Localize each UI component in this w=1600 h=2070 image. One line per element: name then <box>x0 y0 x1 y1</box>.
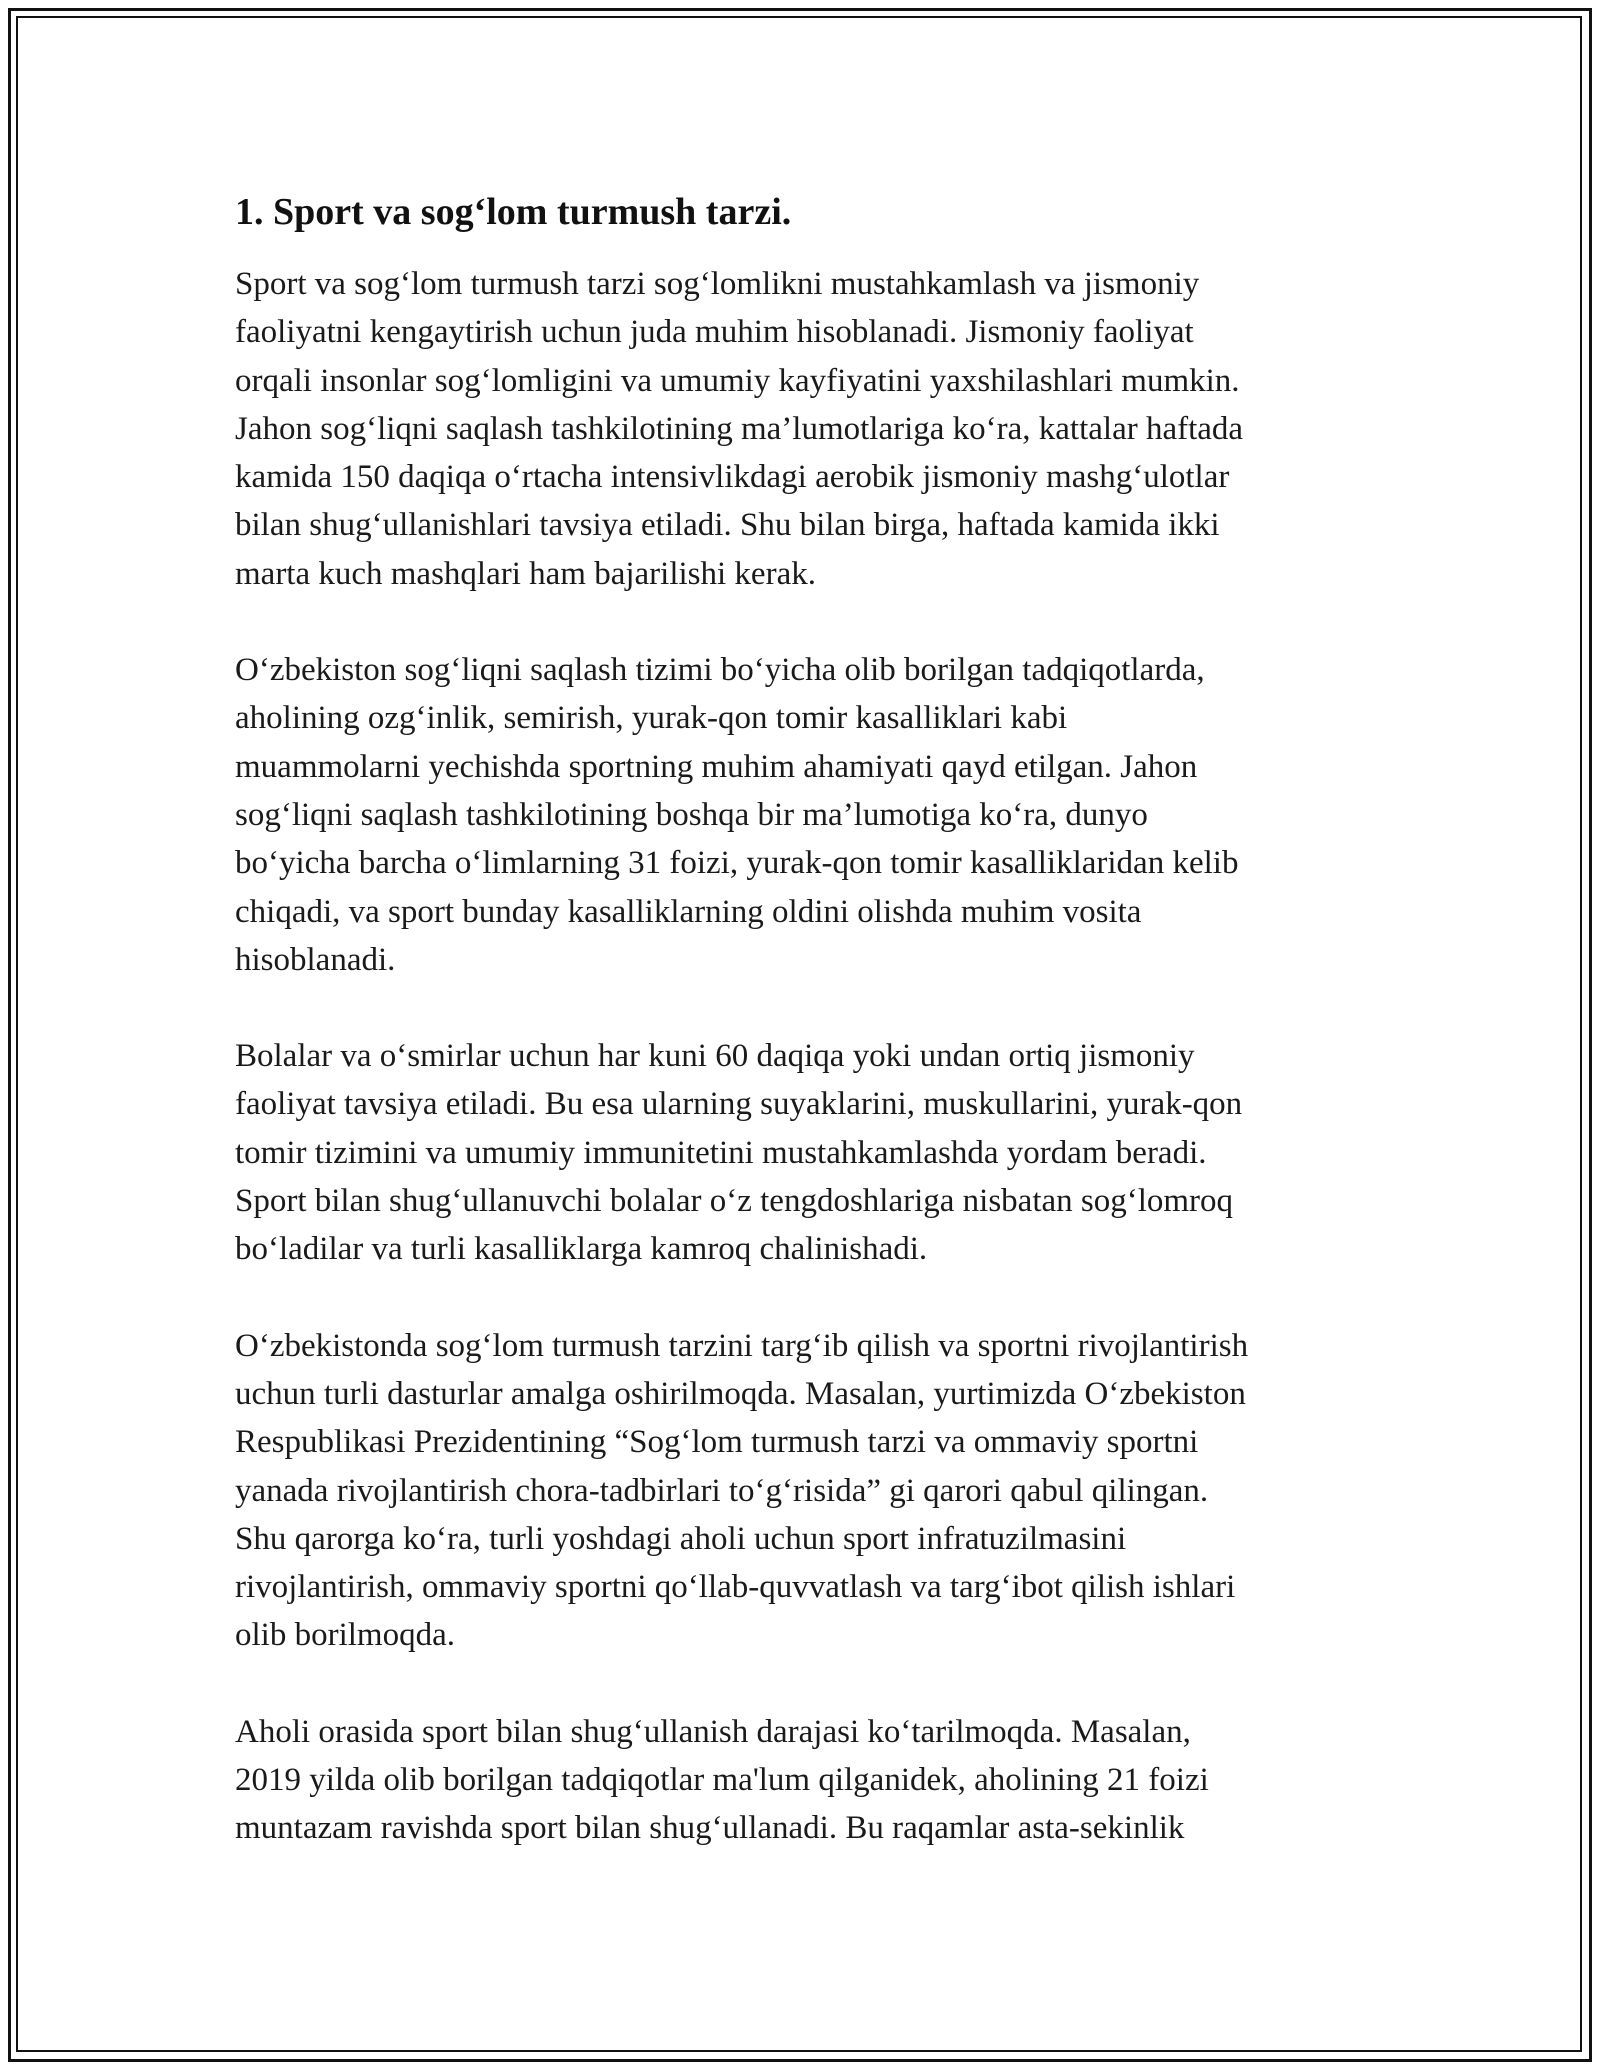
text-line: aholining ozg‘inlik, semirish, yurak-qon tomir kasalliklari kabi <box>235 700 1068 737</box>
text-line: orqali insonlar sog‘lomligini va umumiy kayfiyatini yaxshilashlari mumkin. <box>235 362 1240 399</box>
text-line: Sport va sog‘lom turmush tarzi sog‘lomlikni mustahkamlash va jismoniy <box>235 266 1200 302</box>
text-line: bilan shug‘ullanishlari tavsiya etiladi. Shu bilan birga, haftada kamida ikki <box>235 507 1220 544</box>
text-line: faoliyat tavsiya etiladi. Bu esa ularning suyaklarini, muskullarini, yurak-qon <box>235 1086 1243 1123</box>
text-line: bo‘yicha barcha o‘limlarning 31 foizi, yurak-qon tomir kasalliklaridan kelib <box>235 845 1239 882</box>
text-line: tomir tizimini va umumiy immunitetini mustahkamlashda yordam beradi. <box>235 1134 1207 1171</box>
document-page <box>235 188 1375 1901</box>
text-line: 2019 yilda olib borilgan tadqiqotlar ma'lum qilganidek, aholining 21 foizi <box>235 1762 1209 1799</box>
paragraph-2 <box>235 646 1375 984</box>
text-line: O‘zbekistonda sog‘lom turmush tarzini targ‘ib qilish va sportni rivojlantirish <box>235 1327 1249 1364</box>
text-line: muammolarni yechishda sportning muhim ahamiyati qayd etilgan. Jahon <box>235 748 1198 785</box>
text-line: faoliyatni kengaytirish uchun juda muhim hisoblanadi. Jismoniy faoliyat <box>235 314 1194 351</box>
text-line: Jahon sog‘liqni saqlash tashkilotining ma’lumotlariga ko‘ra, kattalar haftada <box>235 410 1244 447</box>
text-line: bo‘ladilar va turli kasalliklarga kamroq chalinishadi. <box>235 1231 928 1268</box>
text-line: olib borilmoqda. <box>235 1617 455 1654</box>
paragraph-3 <box>235 1032 1375 1273</box>
text-line: sog‘liqni saqlash tashkilotining boshqa bir ma’lumotiga ko‘ra, dunyo <box>235 796 1148 833</box>
text-line: marta kuch mashqlari ham bajarilishi kerak. <box>235 555 816 592</box>
paragraph-1 <box>235 260 1375 598</box>
text-line: muntazam ravishda sport bilan shug‘ullanadi. Bu raqamlar asta-sekinlik <box>235 1810 1185 1847</box>
text-line: Aholi orasida sport bilan shug‘ullanish darajasi ko‘tarilmoqda. Masalan, <box>235 1713 1191 1750</box>
text-line: yanada rivojlantirish chora-tadbirlari to‘g‘risida” gi qarori qabul qilingan. <box>235 1472 1209 1509</box>
section-heading: 1. Sport va sog‘lom turmush tarzi. <box>235 191 792 233</box>
text-line: hisoblanadi. <box>235 941 396 978</box>
text-line: O‘zbekiston sog‘liqni saqlash tizimi bo‘yicha olib borilgan tadqiqotlarda, <box>235 652 1205 689</box>
text-line: Respublikasi Prezidentining “Sog‘lom turmush tarzi va ommaviy sportni <box>235 1424 1199 1461</box>
text-line: kamida 150 daqiqa o‘rtacha intensivlikdagi aerobik jismoniy mashg‘ulotlar <box>235 459 1230 496</box>
text-line: chiqadi, va sport bunday kasalliklarning oldini olishda muhim vosita <box>235 893 1142 930</box>
text-line: Sport bilan shug‘ullanuvchi bolalar o‘z tengdoshlariga nisbatan sog‘lomroq <box>235 1183 1234 1220</box>
text-line: Shu qarorga ko‘ra, turli yoshdagi aholi uchun sport infratuzilmasini <box>235 1520 1127 1557</box>
text-line: Bolalar va o‘smirlar uchun har kuni 60 daqiqa yoki undan ortiq jismoniy <box>235 1038 1195 1075</box>
text-line: uchun turli dasturlar amalga oshirilmoqda. Masalan, yurtimizda O‘zbekiston <box>235 1375 1246 1412</box>
paragraph-4 <box>235 1322 1375 1660</box>
paragraph-5 <box>235 1708 1375 1853</box>
text-line: rivojlantirish, ommaviy sportni qo‘llab-quvvatlash va targ‘ibot qilish ishlari <box>235 1569 1236 1606</box>
